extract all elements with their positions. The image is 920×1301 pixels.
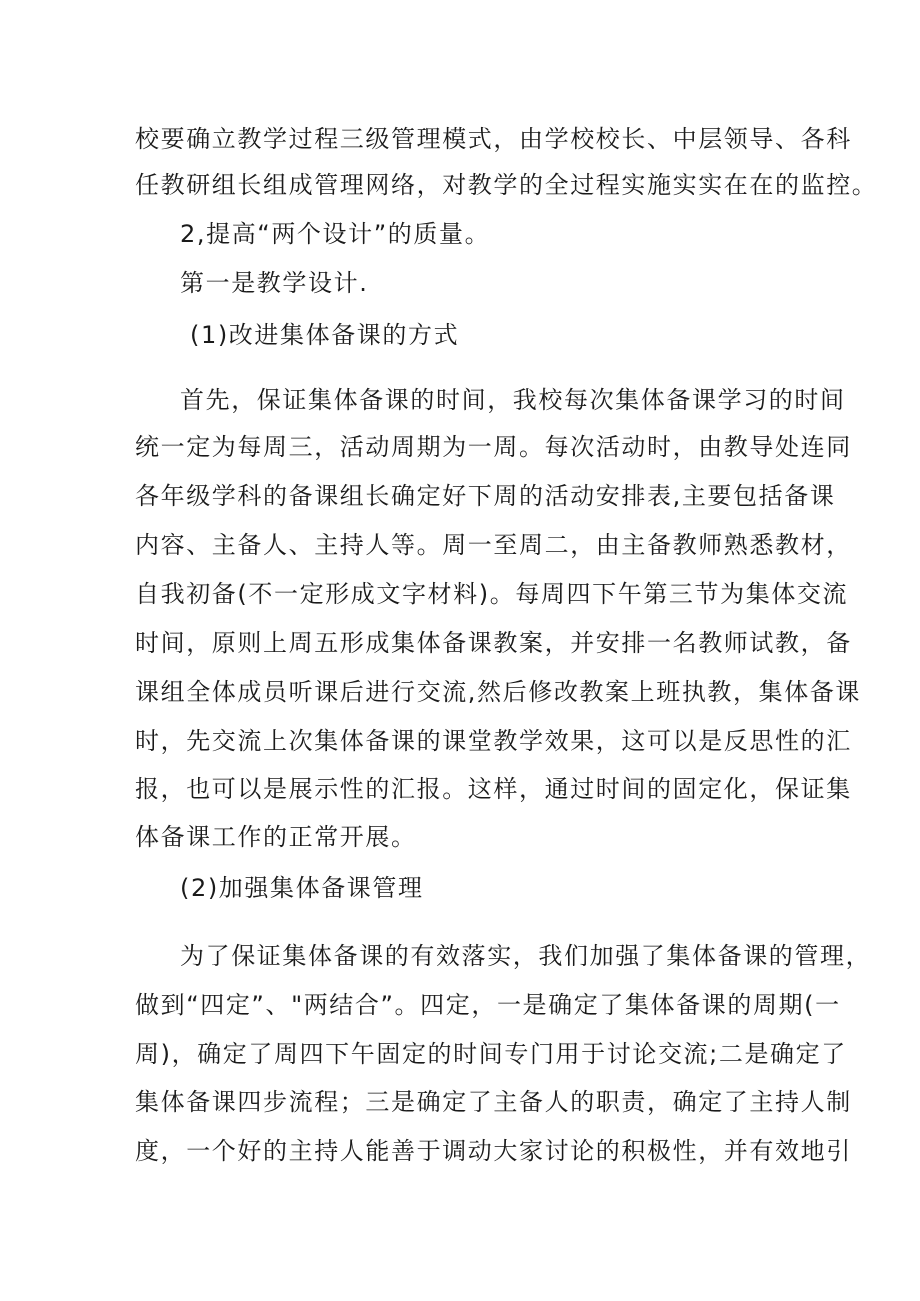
paragraph-line: 自我初备(不一定形成文字材料)。每周四下午第三节为集体交流 <box>135 580 849 608</box>
paragraph-line: 为了保证集体备课的有效落实，我们加强了集体备课的管理， <box>180 942 872 970</box>
subsection-heading: 第一是教学设计. <box>180 269 369 297</box>
paragraph-line: 报，也可以是展示性的汇报。这样，通过时间的固定化，保证集 <box>135 775 852 803</box>
paragraph-line: 做到“四定”、"两结合”。四定，一是确定了集体备课的周期(一 <box>135 991 841 1019</box>
section-heading: 2,提高“两个设计”的质量。 <box>180 220 491 248</box>
paragraph-line: 内容、主备人、主持人等。周一至周二，由主备教师熟悉教材， <box>135 531 852 559</box>
paragraph-line: 体备课工作的正常开展。 <box>135 823 417 851</box>
item-heading: (2)加强集体备课管理 <box>180 874 424 902</box>
paragraph-line: 时间，原则上周五形成集体备课教案，并安排一名教师试教，备 <box>135 629 852 657</box>
paragraph-line: 集体备课四步流程；三是确定了主备人的职责，确定了主持人制 <box>135 1088 852 1116</box>
item-heading: (1)改进集体备课的方式 <box>190 321 460 349</box>
paragraph-line: 课组全体成员听课后进行交流,然后修改教案上班执教，集体备课 <box>135 678 862 706</box>
paragraph-line: 校要确立教学过程三级管理模式，由学校校长、中层领导、各科 <box>135 125 852 153</box>
paragraph-line: 时，先交流上次集体备课的课堂教学效果，这可以是反思性的汇 <box>135 727 852 755</box>
paragraph-line: 各年级学科的备课组长确定好下周的活动安排表,主要包括备课 <box>135 482 836 510</box>
paragraph-line: 任教研组长组成管理网络，对教学的全过程实施实实在在的监控。 <box>135 171 878 199</box>
paragraph-line: 度，一个好的主持人能善于调动大家讨论的积极性，并有效地引 <box>135 1137 852 1165</box>
paragraph-line: 首先，保证集体备课的时间，我校每次集体备课学习的时间 <box>180 386 846 414</box>
paragraph-line: 周)，确定了周四下午固定的时间专门用于讨论交流;二是确定了 <box>135 1040 847 1068</box>
paragraph-line: 统一定为每周三，活动周期为一周。每次活动时，由教导处连同 <box>135 433 852 461</box>
